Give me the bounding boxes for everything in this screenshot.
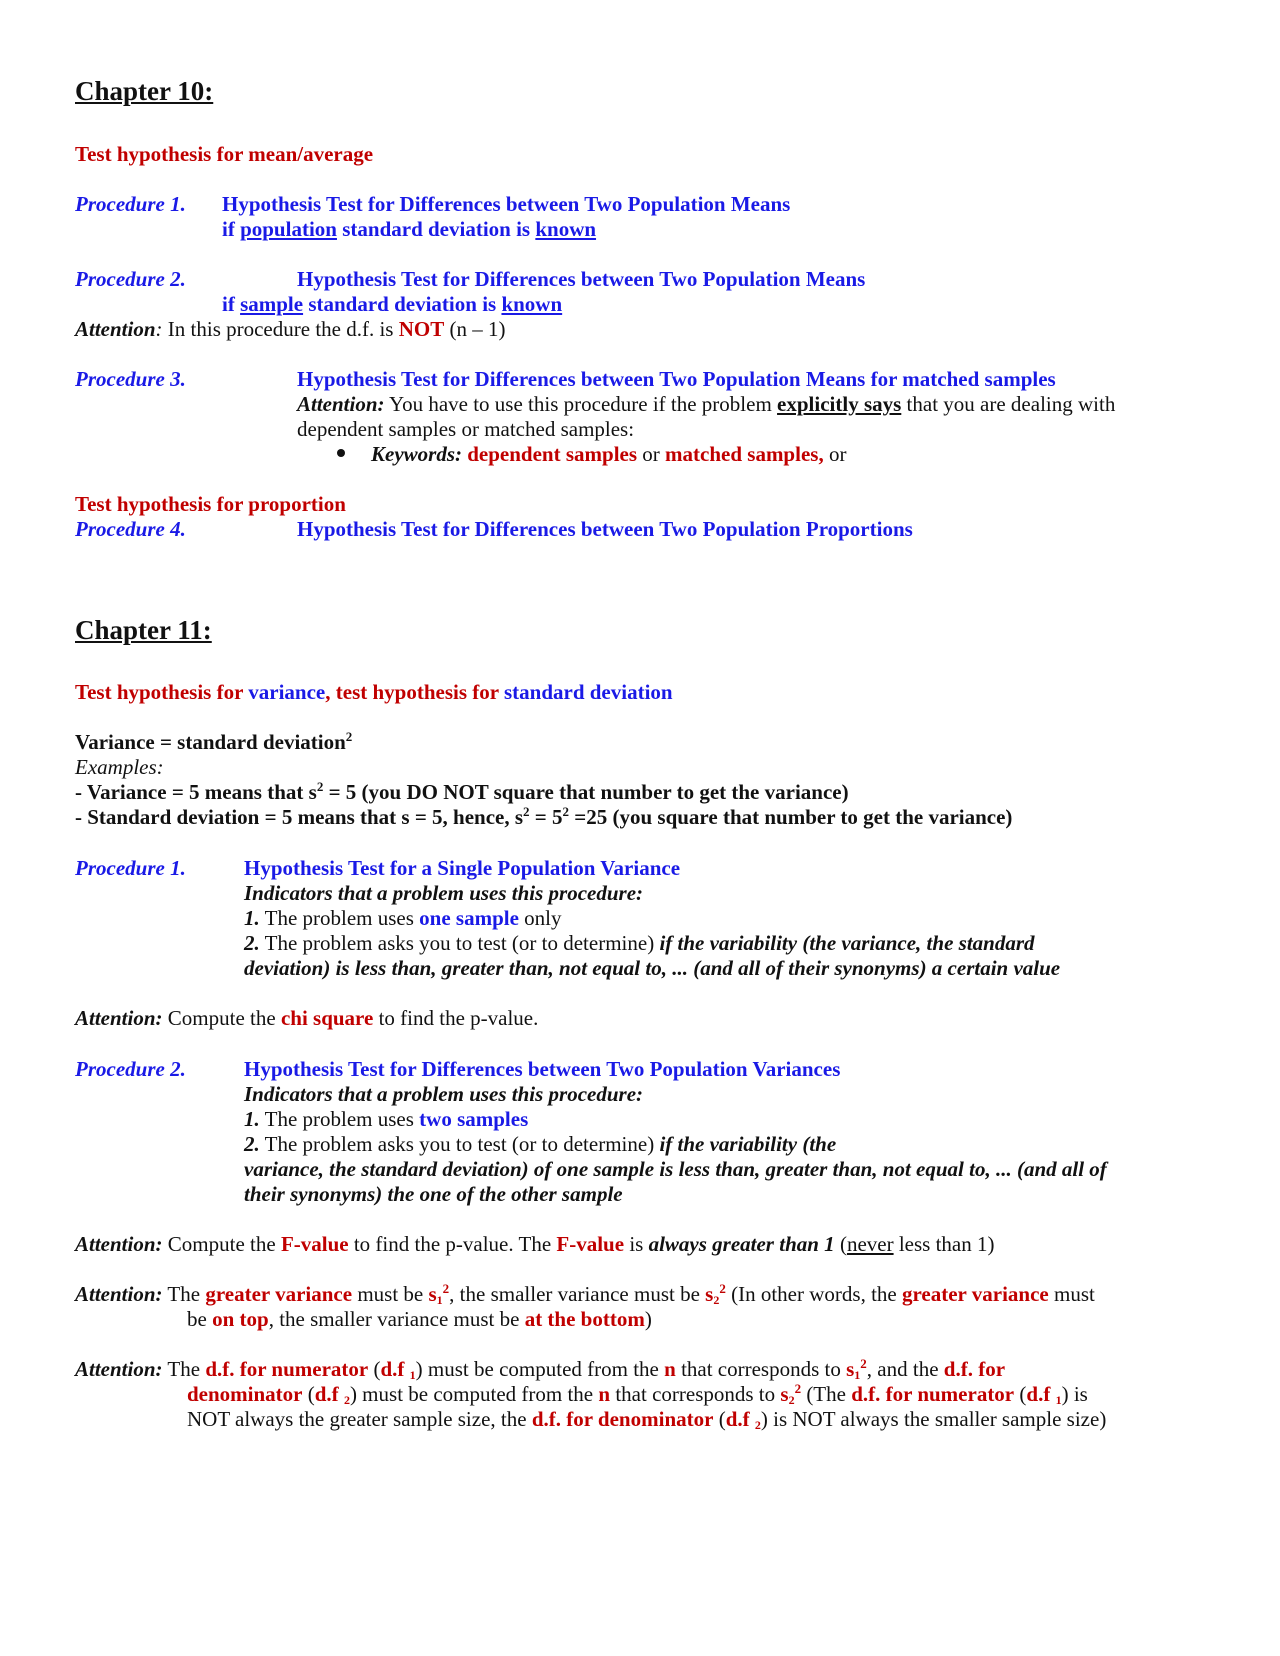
ch11-procedure-2-label: Procedure 2. xyxy=(75,1057,186,1081)
ch10-procedure-1-label: Procedure 1. xyxy=(75,192,186,216)
ch10-procedure-1-title: Hypothesis Test for Differences between Two Population Means xyxy=(222,192,791,216)
ch10-procedure-4-title: Hypothesis Test for Differences between Two Population Proportions xyxy=(297,517,913,541)
chapter-10-title: Chapter 10: xyxy=(75,76,214,106)
ch10-procedure-3-attention-line2: dependent samples or matched samples: xyxy=(297,417,635,441)
chapter-11-title: Chapter 11: xyxy=(75,615,212,645)
ch11-procedure-2-indicator-2-cont2: their synonyms) the one of the other sample xyxy=(244,1182,623,1206)
ch11-procedure-2-title: Hypothesis Test for Differences between Two Population Variances xyxy=(244,1057,841,1081)
ch10-procedure-2-title: Hypothesis Test for Differences between Two Population Means xyxy=(297,267,866,291)
ch11-procedure-2-indicator-2: 2. The problem asks you to test (or to determine) if the variability (the xyxy=(244,1132,837,1156)
proportion-heading: Test hypothesis for proportion xyxy=(75,492,346,516)
ch11-procedure-1-indicator-2-cont: deviation) is less than, greater than, not equal to, ... (and all of their synonyms) a certain value xyxy=(244,956,1061,980)
attention-greater-variance: Attention: The greater variance must be $s_1^2$, the smaller variance must be $s_2^2$ (In other words, the greater variance must xyxy=(75,1281,1095,1307)
attention-greater-variance-line2: be on top, the smaller variance must be at the bottom) xyxy=(187,1307,652,1331)
ch10-attention-df: Attention: In this procedure the d.f. is NOT (n – 1) xyxy=(75,317,506,341)
ch11-procedure-2-indicator-2-cont: variance, the standard deviation) of one sample is less than, greater than, not equal to, ... (and all of xyxy=(244,1157,1107,1181)
mean-heading: Test hypothesis for mean/average xyxy=(75,142,374,166)
examples-label: Examples: xyxy=(75,755,164,779)
attention-df: Attention: The d.f. for numerator (d.f $_1$) must be computed from the n that corresponds to $s_1^2$, and the d.f. for xyxy=(75,1356,1006,1382)
ch11-procedure-2-indicator-1: 1. The problem uses two samples xyxy=(244,1107,529,1131)
example-2: - Standard deviation = 5 means that s = 5, hence, $s^2 = 5^2 =25$ (you square that number to get the variance) xyxy=(75,804,1013,829)
ch10-procedure-2-label: Procedure 2. xyxy=(75,267,186,291)
attention-f-value: Attention: Compute the F-value to find the p-value. The F-value is always greater than 1 (never less than 1) xyxy=(75,1232,995,1256)
ch10-keywords-item: Keywords: dependent samples or matched samples, or xyxy=(337,441,846,467)
ch10-procedure-1-condition: if population standard deviation is known xyxy=(222,217,597,241)
ch10-procedure-3-title: Hypothesis Test for Differences between Two Population Means for matched samples xyxy=(297,367,1056,391)
attention-df-line2: denominator (d.f $_2$) must be computed from the n that corresponds to $s_2^2$ (The d.f. for numerator (d.f $_1$) is xyxy=(187,1381,1088,1407)
ch11-procedure-1-indicator-1: 1. The problem uses one sample only xyxy=(244,906,562,930)
ch11-procedure-1-title: Hypothesis Test for a Single Population Variance xyxy=(244,856,681,880)
ch11-procedure-1-indicators: Indicators that a problem uses this procedure: xyxy=(244,881,644,905)
example-1: - Variance = 5 means that $s^2 = 5$ (you DO NOT square that number to get the variance) xyxy=(75,779,849,804)
ch10-procedure-4-label: Procedure 4. xyxy=(75,517,186,541)
ch11-procedure-1-label: Procedure 1. xyxy=(75,856,186,880)
ch10-procedure-3-attention: Attention: You have to use this procedure if the problem explicitly says that you are dealing with xyxy=(297,392,1116,416)
ch11-procedure-2-indicators: Indicators that a problem uses this procedure: xyxy=(244,1082,644,1106)
attention-chi-square: Attention: Compute the chi square to find the p-value. xyxy=(75,1006,539,1030)
attention-df-line3: NOT always the greater sample size, the d.f. for denominator (d.f $_2$) is NOT always the smaller sample size) xyxy=(187,1407,1107,1432)
ch10-procedure-2-condition: if sample standard deviation is known xyxy=(222,292,563,316)
bullet-icon xyxy=(337,449,345,457)
ch11-procedure-1-indicator-2: 2. The problem asks you to test (or to determine) if the variability (the variance, the standard xyxy=(244,931,1035,955)
variance-heading: Test hypothesis for variance, test hypothesis for standard deviation xyxy=(75,680,673,704)
variance-definition: Variance = standard deviation$^2$ xyxy=(75,729,353,754)
ch10-procedure-3-label: Procedure 3. xyxy=(75,367,186,391)
